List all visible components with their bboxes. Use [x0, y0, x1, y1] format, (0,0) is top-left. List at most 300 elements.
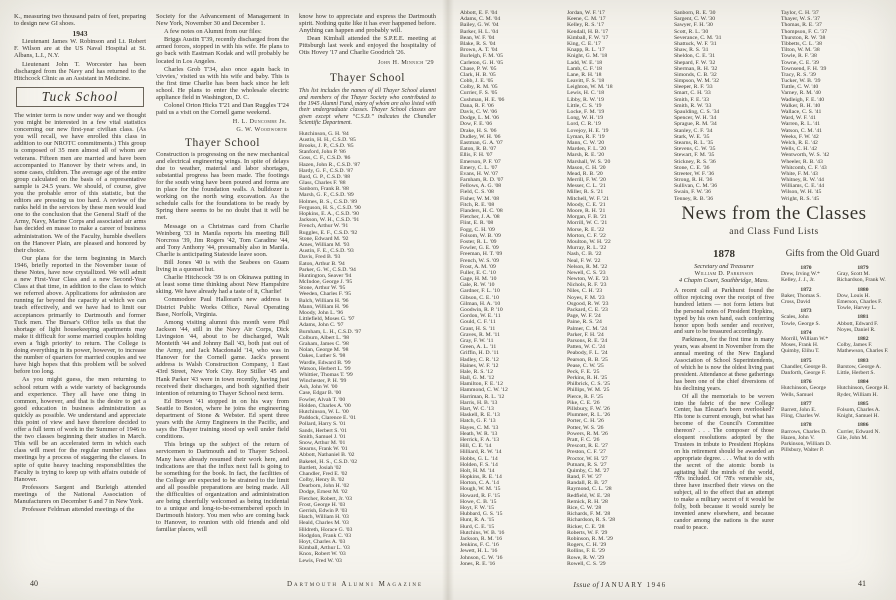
- gift-donor: Hutchinson, George H.: [837, 385, 889, 392]
- donor-name: Cushman, H. E. '06: [460, 96, 505, 103]
- donor-name: Shepard, F. W. '32: [674, 59, 716, 66]
- donor-name: Dow, F. E. '06: [460, 121, 493, 128]
- donor-name: Morton, C. F. '22: [567, 232, 606, 239]
- donor-name: Lamb, C. F. '18: [567, 65, 603, 72]
- donor-name: Towle, R. F. '38: [781, 53, 817, 60]
- donor-name: Tilton, W. M. '38: [781, 47, 820, 54]
- donor-name: Rand, F. W. '27: [567, 474, 602, 481]
- donor-name: Remick, R. H. '28: [567, 498, 608, 505]
- gift-donor: Baker, Thomas S.: [781, 292, 821, 299]
- donor-name: Rice, C. W. '28: [567, 505, 602, 511]
- donor-name: Moulton, W. H. '22: [567, 238, 611, 245]
- left-column-3: [299, 13, 436, 577]
- donor-name: Hardy, G. F., C.S.D. '87: [299, 167, 354, 174]
- donor-name: Holt, H. M. '14: [460, 467, 495, 474]
- donor-name: Strong, R. H. '36: [674, 177, 713, 184]
- donor-name: Smith, F. E. '33: [674, 96, 710, 103]
- donor-name: Stearns, Frank W. '01: [299, 446, 348, 453]
- donor-name: Prescott, R. E. '27: [567, 443, 608, 450]
- gift-donor: Danforth, George F.: [781, 370, 826, 377]
- thayer-fund-list-title: Thayer School: [329, 72, 406, 85]
- class-1878-text: [674, 288, 774, 532]
- donor-name: Farnham, R. D. '07: [460, 177, 504, 184]
- donor-name: Goodwin, R. P. '10: [460, 307, 503, 313]
- gift-donor: Gray, Scott M.: [837, 271, 870, 278]
- donor-name: Austin, H. H., C.S.D. '85: [299, 136, 356, 143]
- donor-name: Abbott, E. F. '04: [460, 10, 498, 16]
- donor-name: Morgan, F. B. '21: [567, 214, 607, 221]
- donor-name: Hilliard, R. W. '14: [460, 449, 502, 456]
- donor-name: Hurd, C. E. '15: [460, 523, 495, 530]
- donor-name: Sargent, C. W. '30: [674, 16, 716, 23]
- donor-name: Sprague, R. M. '34: [674, 121, 717, 128]
- gift-donor: Cross, David: [781, 299, 811, 306]
- donor-name: Eastman, G. A. '07: [460, 139, 503, 146]
- donor-name: Pease, C. W. '25: [567, 362, 604, 369]
- donor-name: Abbott, Nathaniel B. '02: [299, 452, 355, 459]
- gift-year-heading: 1880: [857, 286, 869, 293]
- donor-name: Leighton, W. M. '18: [567, 84, 613, 91]
- donor-name: Haskell, R. E. '13: [460, 412, 500, 419]
- issue-line: [540, 580, 700, 589]
- donor-name: Ferguson, H. S., C.S.D. '90: [299, 204, 361, 211]
- donor-name: Walker, R. H. '40: [781, 102, 821, 109]
- donor-name: Varney, R. M. '40: [781, 90, 821, 97]
- gifts-column-left: [781, 262, 831, 453]
- donor-name: Hopkins, R. E. '14: [460, 474, 502, 481]
- donor-name: Little, C. S. '19: [567, 102, 602, 109]
- donor-name: Green, A. L. '11: [460, 344, 497, 351]
- donor-name: Lyman, R. F. '19: [567, 133, 605, 140]
- donor-name: Gerrish, Edwin P. '03: [299, 508, 348, 515]
- donor-name: Parker, G. W., C.S.D. '94: [299, 266, 356, 273]
- donor-name: Stearns, R. L. '35: [674, 139, 714, 146]
- donor-name: Wentworth, W. S. '42: [781, 152, 830, 159]
- donor-name: Folsom, W. B. '09: [460, 232, 501, 239]
- donor-name: Wilson, W. H. '45: [781, 189, 822, 196]
- donor-name: Brown, A. T. '04: [460, 47, 498, 54]
- issue-date: JANUARY 1946: [600, 581, 667, 589]
- thayer-school-text: [156, 151, 289, 534]
- donor-name: Cobb, J. E. '05: [460, 78, 494, 85]
- tuck-paragraph: As you might guess, the men returning to school return with a wide variety of backgrounds and experience. They all have one thing in common, however, and that is the desire to get a good education in business administration as quickly as possible. We understand and appreciate this point of view and have therefore decided to offer a full term of work in the Summer of 1946 to the two classes beginning their studies in March. This will be an accelerated term in which each class will meet for the regular number of class meetings by a process of staggering the classes. In spite of quite heavy teaching responsibilities the Faculty is trying to keep up with affairs outside of Hanover.: [14, 376, 146, 483]
- donor-name: Jackson, R. M. '16: [460, 535, 503, 542]
- donor-name: Raymond, C. L. '28: [567, 486, 612, 493]
- donor-name: Dodge, L. M. '06: [460, 115, 499, 122]
- gifts-old-guard-title: Gifts from the Old Guard: [785, 248, 880, 258]
- donor-name: Smith, Samuel J. '01: [299, 433, 346, 440]
- donor-name: Spaulding, C. S. '34: [674, 109, 720, 115]
- gift-year-heading: 1879: [857, 265, 869, 271]
- tuck-paragraph: Society for the Advancement of Management in New York, November 30 and December 1.: [156, 13, 289, 28]
- donor-name: Peabody, F. L. '24: [567, 350, 608, 357]
- tuck-paragraph: Briggs Austin T'39, recently discharged from the armed forces, stopped in with his wife. He plans to go back with Eastman Kodak and will probably be located in Los Angeles.: [156, 36, 289, 65]
- thayer-paragraph: Ed Brown '41 stopped in on his way from Seattle to Boston, where he joins the engineering department of Stone & Webster. Ed spent three years with the Army Engineers in the Pacific, and says the Thayer training stood up well under field conditions.: [156, 397, 289, 441]
- donor-name: Quimby, C. M. '27: [567, 467, 610, 474]
- donor-name: Evans, H. W. '07: [460, 170, 498, 177]
- class-1878-officers: [674, 263, 774, 284]
- signature-line: H. L. Duncombe Jr.: [232, 118, 287, 126]
- donor-name: Phillips, W. M. '25: [567, 387, 610, 394]
- donor-name: Roberts, W. F. '29: [567, 529, 608, 536]
- donor-name: Watson, Herbert L. '99: [299, 365, 351, 372]
- donor-name: Nichols, R. F. '23: [567, 282, 607, 289]
- donor-name: Ellis, F. H. '07: [460, 152, 493, 159]
- donor-name: Osgood, R. W. '23: [567, 300, 609, 307]
- donor-name: Foster, R. L. '09: [460, 238, 497, 245]
- donor-name: Stanley, C. F. '34: [674, 127, 713, 134]
- right-names-column-3: [674, 10, 773, 202]
- donor-name: Long, W. H. '19: [567, 115, 604, 122]
- donor-name: Field, C. S. '08: [460, 189, 494, 196]
- donor-name: Kimball, F. W. '17: [567, 34, 609, 41]
- donor-name: Balch, William H. '96: [299, 297, 349, 304]
- donor-name: Morse, R. E. '22: [567, 226, 605, 233]
- gift-donor: Noyes, Daniel R.: [837, 326, 876, 333]
- donor-name: Rollins, F. E. '29: [567, 548, 605, 555]
- donor-name: Dana, R. F. '06: [460, 102, 494, 109]
- tuck-paragraph: A few notes on Alumni from our files:: [164, 28, 262, 36]
- donor-name: Blake, R. S. '04: [460, 40, 496, 47]
- gift-donor: Wells, Samuel: [781, 391, 814, 398]
- donor-name: Smart, C. H. '33: [674, 90, 711, 97]
- right-names-column-2: [567, 10, 666, 576]
- donor-name: Wardle, Edward B. '99: [299, 359, 351, 366]
- gift-donor: Hazen, John V.: [781, 434, 815, 441]
- donor-name: Heald, Charles M. '03: [299, 520, 349, 527]
- tuck-paragraph: The winter term is now under way and we thought you might be interested in a few vital statistics concerning our new first-year civilian class. (As you will recall, we have enrolled this class in addition to our NROTC commitments.) This group is composed of 35 men almost all of whom are veterans. Fifteen men are married and have been accompanied to Hanover by their wives and, in some cases, children. The average age of the entire group calculated on the basis of a representative sample is 24.5 years. We should, of course, give you the probable error of this statistic, but the editors are pressing us too hard. A review of the ranks held in the services by these men would lead one to the conclusion that the General Staff of the Army, Navy, Marine Corps and associated air arms has decided en masse to make a career of business administration. We of the Faculty, humble dwellers on the Hanover Plain, are pleased and honored by their choice.: [14, 111, 146, 254]
- gifts-column-right: [837, 262, 889, 453]
- donor-name: Simpson, W. M. '32: [674, 78, 719, 85]
- gift-year-heading: 1885: [857, 400, 869, 407]
- donor-name: Pearson, R. B. '25: [567, 356, 608, 363]
- donor-name: Lewis, H. C. '18: [567, 90, 605, 97]
- donor-name: Hoyt, Charles A. '03: [299, 538, 346, 545]
- donor-name: Brooks, J. P., C.S.D. '85: [299, 142, 354, 149]
- donor-name: Moody, John L. '96: [299, 310, 344, 317]
- thayer-paragraph: Construction is progressing on the new mechanical and electrical engineering wings. In spite of delays due to weather, material and labor shortages, substantial progress has been made. The footings for the south wing have been poured and forms are in place for the foundation walls. A bulldozer is working on the north wing excavation. As the schedule calls for the foundations to be ready by Spring there seems to be no doubt that it will be met.: [156, 150, 289, 222]
- donor-name: Gould, C. F. '11: [460, 319, 496, 326]
- class-notes: [14, 38, 146, 82]
- donor-name: Howe, C. B. '15: [460, 498, 497, 505]
- gift-donor: Towle, George S.: [781, 320, 820, 327]
- gift-year-heading: 1877: [800, 400, 812, 407]
- class-1878-year: 1878: [713, 248, 735, 260]
- donor-name: Merrill, F. W. '20: [567, 177, 606, 184]
- thayer-fund-names: [299, 130, 436, 564]
- donor-name: Tucker, W. B. '39: [781, 78, 821, 85]
- donor-name: Lane, R. H. '18: [567, 71, 602, 78]
- donor-name: Hopkins, E. A., C.S.D. '90: [299, 211, 359, 218]
- donor-name: Sullivan, C. M. '36: [674, 183, 718, 190]
- gift-donor: Hutchinson, George: [781, 385, 826, 392]
- thayer-paragraph: Commodore Paul Halloran's new address is District Public Works Office, Naval Operating Base, Norfolk, Virginia.: [156, 296, 289, 318]
- donor-name: Kimball, Arthur L. '03: [299, 545, 350, 552]
- running-title: Dartmouth Alumni Magazine: [286, 580, 424, 588]
- donor-name: Weeden, Charles F. '95: [299, 291, 352, 298]
- donor-name: Hoyt, F. W. '15: [460, 505, 495, 511]
- donor-name: French, Arthur W. '91: [299, 223, 349, 230]
- donor-name: Stanford, John P. '86: [299, 149, 346, 156]
- donor-name: Nelson, R. M. '22: [567, 263, 608, 270]
- thayer-school-section-title: Thayer School: [184, 136, 261, 149]
- donor-name: Hatch, William H. '03: [299, 514, 349, 521]
- gift-donor: Parkinson, William D.: [781, 441, 832, 448]
- donor-name: Tibbetts, C. L. '38: [781, 40, 822, 47]
- donor-name: Hart, W. C. '13: [460, 406, 494, 412]
- donor-name: Frost, George H. '03: [299, 501, 346, 508]
- class-note-paragraph: Lieutenant James W. Robinson and Lt. Robert F. Wilson are at the US Naval Hospital at St. Albans, L.I., N.Y.: [14, 38, 146, 60]
- donor-name: Philbrick, C. S. '25: [567, 381, 611, 388]
- donor-name: Ricker, C. E. '28: [567, 523, 605, 530]
- class-year-heading: 1943: [72, 29, 88, 39]
- donor-name: Hutchinson, W. L. '00: [299, 409, 349, 416]
- gift-year-heading: 1886: [857, 422, 869, 429]
- donor-name: Taylor, C. H. '37: [781, 10, 819, 16]
- donor-name: Sands, Herbert S. '01: [299, 427, 347, 434]
- donor-name: Newton, W. E. '23: [567, 276, 609, 283]
- donor-name: Lord, C. R. '19: [567, 121, 601, 128]
- donor-name: Johnson, C. W. '16: [460, 554, 503, 561]
- donor-name: Glass, Charles F. '88: [299, 180, 346, 187]
- donor-name: Clark, H. B. '05: [460, 71, 496, 78]
- officer-name: William D. Parkinson: [694, 270, 754, 277]
- page-gutter: [442, 0, 454, 600]
- donor-name: Neal, F. W. '22: [567, 257, 601, 264]
- donor-name: Carleton, G. H. '05: [460, 59, 504, 66]
- donor-name: Parsons, R. E. '24: [567, 337, 608, 344]
- class-1878-section: [674, 248, 774, 572]
- tuck-paragraph: Professors Sargent and Burleigh attended meetings of the National Association of Manufacturers on December 6 and 7 in New York.: [14, 483, 146, 505]
- donor-name: Fuller, E. C. '10: [460, 269, 496, 276]
- donor-name: Kendall, H. B. '17: [567, 28, 609, 35]
- gift-donor: Quimby, Elihu T.: [781, 348, 820, 355]
- donor-name: Mitchell, W. F. '21: [567, 195, 609, 202]
- gift-donor: Kelley, J. J., Jr.: [781, 277, 815, 284]
- gift-year-heading: 1870: [800, 265, 812, 271]
- donor-name: Bard, G. P., C.S.D. '88: [299, 173, 351, 180]
- donor-name: Patten, W. C. '24: [567, 344, 605, 351]
- donor-name: Sherman, R. H. '32: [674, 65, 718, 72]
- donor-name: Ames, William M. '93: [299, 241, 350, 248]
- donor-name: Flint, E. R. '08: [460, 220, 494, 227]
- donor-name: Wheeler, R. B. '43: [781, 158, 823, 165]
- donor-name: Wallace, C. S. '41: [781, 109, 822, 115]
- donor-name: Thayer, W. S. '37: [781, 16, 821, 23]
- thayer-continued-text: [299, 13, 436, 57]
- donor-name: Stone, Arthur W. '95: [299, 285, 346, 292]
- donor-name: Gage, H. M. '10: [460, 276, 497, 283]
- donor-name: Rowe, R. W. '29: [567, 554, 605, 561]
- donor-name: Pollard, Harry S. '01: [299, 421, 346, 428]
- donor-name: Emery, C. L. '07: [460, 164, 498, 171]
- donor-name: Preston, C. F. '27: [567, 449, 606, 456]
- donor-name: Tuttle, C. W. '40: [781, 84, 819, 91]
- donor-name: Gilman, H. A. '10: [460, 300, 501, 307]
- donor-name: Watson, C. M. '41: [781, 127, 823, 134]
- class-news-paragraph: A recent call at Parkhurst found the office rejoicing over the receipt of five hundred letters — not form letters but the personal notes of President Hopkins, typed by his own hand, each conferring honor upon both sender and receiver, and sure to be treasured accordingly.: [674, 288, 774, 336]
- donor-name: Fogg, C. H. '09: [460, 226, 495, 233]
- donor-name: Moody, C. E. '21: [567, 201, 606, 208]
- thayer-paragraph: Among visiting alumni this month were Phil Jackson '44, still in the Navy Air Corps, Dick Livingston '44, about to be discharged, Walt Monteith '44 and Johnny Ball '43, both just out of the Army, and Jack Macdonald '14, who was in Hanover for the Cornell game. Jack's present address is Walsh Construction Company, 1 East 43rd Street, New York City. Roy Stiller '45 and Hank Parker '43 were in town recently, having just received their discharges, and both signified their intention of returning to Thayer School next term.: [156, 318, 289, 397]
- donor-name: Marsh, G. F., C.S.D. '89: [299, 192, 354, 199]
- donor-name: Colburn, Albert L. '98: [299, 334, 350, 341]
- donor-name: Palmer, C. M. '24: [567, 325, 607, 332]
- gift-donor: Richardson, Frank W.: [837, 277, 886, 284]
- donor-name: Locke, F. M. '19: [567, 109, 605, 115]
- donor-name: Chandler, Fred E. '02: [299, 470, 348, 477]
- tuck-school-text: [14, 112, 146, 513]
- thayer-signature: John H. Minnich '29: [377, 58, 434, 66]
- donor-name: Bailey, G. W. '04: [460, 22, 499, 29]
- donor-name: Dudley, W. H. '06: [460, 133, 501, 140]
- donor-name: Sanborn, R. E. '30: [674, 10, 716, 16]
- gift-donor: Barrett, John E.: [781, 407, 817, 414]
- donor-name: Welch, R. E. '42: [781, 139, 818, 146]
- tuck-continued-text: [156, 13, 289, 116]
- donor-name: Packard, C. E. '23: [567, 307, 608, 313]
- donor-name: Eaton, Arthur B. '94: [299, 260, 345, 267]
- gift-year-heading: 1881: [857, 314, 869, 321]
- tuck-school-title: Tuck School: [41, 88, 119, 104]
- donor-name: Bartlett, Josiah '02: [299, 464, 342, 471]
- donor-name: Messer, C. L. '21: [567, 183, 606, 190]
- gifts-columns: [781, 262, 889, 454]
- donor-name: Leavitt, F. S. '18: [567, 78, 605, 85]
- donor-name: Jackson, W. H., C.S.D. '91: [299, 217, 360, 224]
- donor-name: Porter, C. H. '26: [567, 418, 604, 425]
- donor-name: Jones, R. E. '16: [460, 560, 496, 567]
- donor-name: Thompson, F. C. '37: [781, 28, 828, 35]
- gift-donor: Morrill, William W.*: [781, 336, 829, 343]
- gift-year-heading: 1884: [857, 379, 869, 386]
- tuck-paragraph: Our plans for the term beginning in March 1946, briefly reported in the November issue of these Notes, have now crystallized. We will admit a new First-Year Class and a new Second-Year Class at that time, in addition to the class to which we referred above. Applications for admission are running far beyond the capacity at which we can teach effectively, and we have had to limit our acceptances primarily to Dartmouth and former Tuck men. The Bursar's Office tells us that the shortage of light housekeeping apartments may make it difficult for some married couples holding even a 'high priority' to return. The College is doing everything in its power, however, to increase the number of quarters for married couples and we have high hopes that this problem will be solved before too long.: [14, 254, 146, 376]
- donor-name: Sanborn, Frank B. '88: [299, 186, 349, 193]
- donor-name: Knapp, R. L. '17: [567, 47, 605, 54]
- donor-name: Paddock, Clarence E. '01: [299, 415, 357, 422]
- donor-name: Barker, H. L. '04: [460, 28, 499, 35]
- donor-name: Pillsbury, F. W. '26: [567, 406, 610, 412]
- donor-name: Hazen, John R., C.S.D. '87: [299, 161, 361, 168]
- donor-name: Peck, F. E. '25: [567, 368, 600, 375]
- donor-name: Lewis, Fred W. '03: [299, 557, 342, 564]
- donor-name: Heath, W. R. '13: [460, 430, 498, 437]
- donor-name: Paine, R. S. '24: [567, 319, 602, 326]
- gift-donor: Dow, Louis H.: [837, 292, 870, 299]
- donor-name: Adams, C. M. '04: [460, 16, 501, 23]
- donor-name: Noyes, F. M. '23: [567, 294, 605, 301]
- donor-name: McIndoe, George J. '95: [299, 279, 353, 286]
- gift-donor: Currier, Edward N.: [837, 428, 880, 435]
- donor-name: Hough, W. M. '15: [460, 486, 501, 493]
- donor-name: Hunt, R. A. '15: [460, 517, 495, 524]
- donor-name: Gordon, W. E. '11: [460, 313, 501, 320]
- tuck-paragraph: Professor Feldman attended meetings of the: [22, 506, 135, 514]
- donor-name: Eaton, R. B. '07: [460, 146, 497, 153]
- donor-name: Sheldon, C. E. '31: [674, 53, 716, 60]
- donor-name: Smith, R. W. '33: [674, 102, 712, 109]
- gift-donor: Gile, John M.: [837, 434, 868, 441]
- donor-name: Scott, R. L. '30: [674, 28, 709, 35]
- donor-name: Page, W. F. '24: [567, 313, 601, 320]
- gift-year-heading: 1882: [857, 336, 869, 343]
- donor-name: Powers, R. M. '26: [567, 430, 608, 437]
- donor-name: Nash, C. B. '22: [567, 251, 602, 258]
- gift-donor: Chandler, George B.: [781, 363, 827, 370]
- signature-line: G. W. Woodworth: [236, 125, 287, 133]
- donor-name: Chase, P. W. '05: [460, 65, 497, 72]
- donor-name: Parker, F. H. '24: [567, 331, 604, 338]
- donor-name: Whitney, R. W. '44: [781, 177, 824, 184]
- donor-name: Stone, C. E. '36: [674, 164, 710, 171]
- gift-donor: Abbott, Edward F.: [837, 320, 879, 327]
- donor-name: Tracy, R. S. '39: [781, 71, 816, 78]
- donor-name: Richardson, R. S. '28: [567, 517, 616, 524]
- donor-name: Lovejoy, H. E. '19: [567, 127, 609, 134]
- gift-year-heading: 1878: [800, 422, 812, 429]
- donor-name: Simonds, C. B. '32: [674, 71, 717, 78]
- donor-name: Hammond, C. W. '12: [460, 387, 508, 394]
- tuck-school-header-box: [16, 87, 144, 107]
- issue-prefix: Issue of: [573, 580, 599, 589]
- gift-donor: Towle, Harvey L.: [837, 305, 877, 312]
- donor-name: Gibson, C. E. '10: [460, 294, 499, 301]
- donor-name: Hill, C. E. '14: [460, 443, 492, 450]
- donor-name: Stewart, F. M. '35: [674, 152, 715, 159]
- donor-name: Dearborn, John H. '02: [299, 483, 350, 490]
- donor-name: Freeman, H. T. '09: [460, 251, 503, 258]
- tuck-paragraph: Charles Grob T'34, also once again back in 'civvies,' visited us with his wife and baby. This is the first time Charlie has been back since he left school. He plans to enter the wholesale electric appliance field in Washington, D. C.: [156, 65, 289, 102]
- donor-name: Holmes, B. S., C.S.D. '89: [299, 198, 358, 205]
- thayer-paragraph: Charlie Hitchcock '39 is on Okinawa putting in at least some time thinking about New Hampshire skiing. We have already had a taste of it, Charlie!: [156, 274, 289, 296]
- donor-name: Warren, R. L. '41: [781, 121, 821, 128]
- donor-name: Moore, R. H. '21: [567, 208, 606, 214]
- donor-name: Sleeper, R. F. '33: [674, 84, 713, 91]
- donor-name: Shattuck, W. F. '31: [674, 40, 717, 47]
- donor-name: White, F. M. '43: [781, 170, 818, 177]
- donor-name: Hildreth, Horace G. '03: [299, 526, 353, 533]
- donor-name: Harriman, R. L. '12: [460, 393, 505, 400]
- thayer-paragraph: Message on a Christmas card from Charlie Weinberg '33 in Manila reports his meeting Bill Norcross '39, Jim Rogers '42, Tom Caradine '44, and Tony Anthony '44, presumably also in Manila. Charlie is anticipating Stateside leave soon.: [156, 222, 289, 258]
- donor-name: Burnham, L. H., C.S.D. '97: [299, 328, 362, 335]
- gift-donor: Little, Herbert S.: [837, 370, 875, 377]
- officer-role: Secretary and Treasurer: [694, 263, 754, 270]
- donor-name: Mead, R. B. '20: [567, 170, 603, 177]
- gift-year-heading: 1883: [857, 357, 869, 364]
- class-news-paragraph: Of all the memorials to be woven into the fabric of the new College Center, has Eleazar's been overlooked? His tone is current enough, but what has become of the Council's Committee thereon? . . . The composer of those eloquent resolutions adopted by the Trustees in tribute to President Hopkins on his retirement should be awarded an appropriate degree. . . . What to do with the secret of the atomic bomb is agitating half the minds of the world, '78's included. Of '78's venerable six, three have inscribed their views on the subject, all to the effect that an attempt to make a military secret of it would be folly, both because it would surely be invented anew elsewhere, and because candor among the nations is the surer road to peace.: [674, 393, 774, 531]
- thayer-paragraph: This brings up the subject of the return of servicemen to Dartmouth and to Thayer School. Many have already resumed their work here, and indications are that the influx next fall is going to be something for the book. In fact, the facilities of the College are expected to be strained to the limit and all possible preparations are being made. All the difficulties of organization and administration are being cheerfully welcomed as being incidental to a unique and long-to-be-remembered epoch in Dartmouth history. You men who are coming back to Hanover, to reunion with old friends and old familiar places, will: [156, 441, 289, 534]
- gift-donor: Colby, James F.: [837, 342, 873, 349]
- gift-year-heading: 1872: [800, 286, 812, 293]
- donor-name: Nolan, George M. '98: [299, 347, 349, 354]
- thayer-paragraph: know how to appreciate and express the Dartmouth spirit. Nothing quite like it has ever happened before. Anything can happen and probably will.: [299, 13, 436, 35]
- news-from-classes-header: [664, 203, 884, 237]
- donor-name: Davis, Fred B. '93: [299, 254, 341, 261]
- donor-name: Hodgdon, Frank C. '03: [299, 532, 352, 539]
- gift-donor: Fling, Charles W.: [781, 413, 821, 420]
- donor-name: Fowler, Alvah T. '00: [299, 396, 346, 403]
- donor-name: Rogers, C. H. '29: [567, 542, 607, 549]
- donor-name: Thomas, R. E. '37: [781, 22, 822, 29]
- donor-name: Hadley, C. R. '12: [460, 356, 499, 363]
- donor-name: Potter, W. S. '26: [567, 424, 604, 431]
- donor-name: Oakes, Luther S. '98: [299, 353, 346, 360]
- donor-name: Fisher, W. M. '08: [460, 195, 500, 202]
- donor-name: Fletcher, Robert, Jr. '03: [299, 495, 352, 502]
- page-number-left: 40: [30, 579, 38, 588]
- tuck-paragraph: Colonel Orton Hicks T'21 and Dan Ruggles T'24 paid us a visit on the Cornell game weekend.: [156, 102, 289, 117]
- donor-name: Swain, F. W. '36: [674, 189, 711, 196]
